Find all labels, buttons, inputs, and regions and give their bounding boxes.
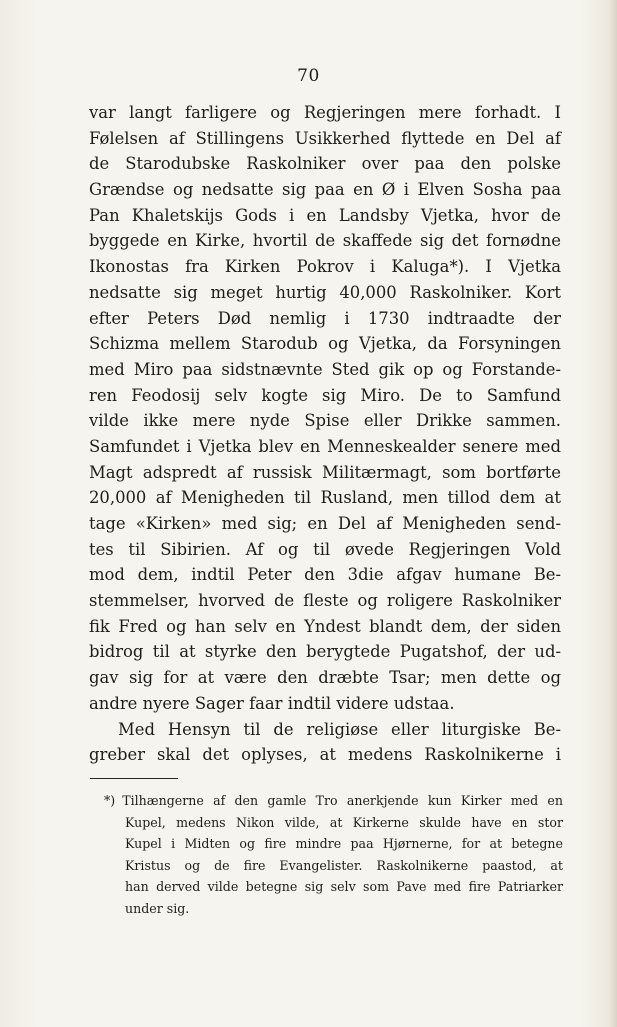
page-edge (609, 0, 617, 1027)
text-line: gav sig for at være den dræbte Tsar; men dette og (89, 668, 561, 688)
footnote-line-text: Tilhængerne af den gamle Tro anerkjende kun Kirker med en (122, 793, 563, 808)
text-line: Grændse og nedsatte sig paa en Ø i Elven Sosha paa (89, 180, 561, 200)
text-line: Samfundet i Vjetka blev en Menneskealder senere med (89, 436, 561, 456)
text-line: 20,000 af Menigheden til Rusland, men tillod dem at (89, 488, 561, 508)
footnote-line (104, 790, 563, 812)
text-line: Følelsen af Stillingens Usikkerhed flyttede en Del af (89, 128, 561, 148)
text-line: bidrog til at styrke den berygtede Pugatshof, der ud- (89, 642, 561, 662)
text-line: vilde ikke mere nyde Spise eller Drikke sammen. (89, 411, 561, 431)
body-text (89, 100, 561, 768)
paragraph-start-line: Med Hensyn til de religiøse eller liturgiske Be- (118, 719, 561, 739)
text-line: Magt adspredt af russisk Militærmagt, som bortførte (89, 462, 561, 482)
text-line: Pan Khaletskijs Gods i en Landsby Vjetka, hvor de (89, 205, 561, 225)
footnote-line: Kupel, medens Nikon vilde, at Kirkerne skulde have en stor (125, 814, 563, 830)
text-line: med Miro paa sidstnævnte Sted gik op og Forstande- (89, 359, 561, 379)
text-line: Ikonostas fra Kirken Pokrov i Kaluga*). I Vjetka (89, 257, 561, 277)
footnote-line: under sig. (125, 900, 190, 916)
footnote (104, 790, 563, 920)
footnote-divider (90, 778, 178, 779)
text-line: byggede en Kirke, hvortil de skaffede sig det fornødne (89, 231, 561, 251)
text-line: fik Fred og han selv en Yndest blandt dem, der siden (89, 616, 561, 636)
page-number: 70 (297, 66, 320, 86)
text-line: ren Feodosij selv kogte sig Miro. De to Samfund (89, 385, 561, 405)
text-line: greber skal det oplyses, at medens Raskolnikerne i (89, 745, 561, 765)
footnote-line: Kristus og de fire Evangelister. Raskolnikerne paastod, at (125, 857, 563, 873)
text-line: tage «Kirken» med sig; en Del af Menigheden send- (89, 514, 561, 533)
text-line: var langt farligere og Regjeringen mere forhadt. I (89, 103, 561, 122)
text-line: nedsatte sig meget hurtig 40,000 Raskolniker. Kort (89, 282, 561, 302)
text-line: de Starodubske Raskolniker over paa den polske (89, 154, 561, 174)
text-line: stemmelser, hvorved de fleste og roligere Raskolniker (89, 591, 561, 611)
footnote-line: Kupel i Midten og fire mindre paa Hjørnerne, for at betegne (125, 836, 563, 852)
paragraph-end-line: andre nyere Sager faar indtil videre udstaa. (89, 693, 455, 713)
text-line: mod dem, indtil Peter den 3die afgav humane Be- (89, 565, 561, 585)
text-line: Schizma mellem Starodub og Vjetka, da Forsyningen (89, 334, 561, 354)
footnote-marker: *) (104, 793, 116, 808)
footnote-line: han derved vilde betegne sig selv som Pave med fire Patriarker (125, 879, 563, 895)
text-line: efter Peters Død nemlig i 1730 indtraadte der (89, 308, 561, 328)
text-line: tes til Sibirien. Af og til øvede Regjeringen Vold (89, 539, 561, 559)
